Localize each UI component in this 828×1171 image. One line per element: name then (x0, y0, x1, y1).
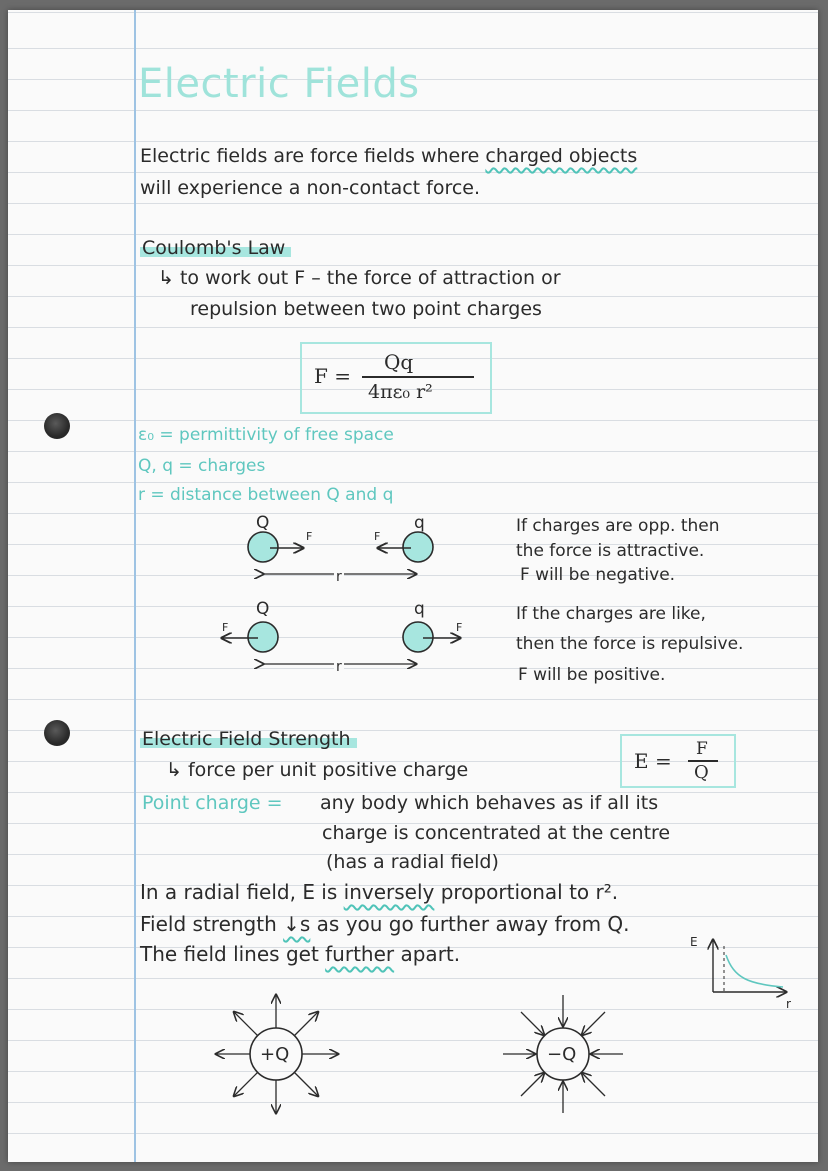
notebook-page (8, 10, 818, 1162)
label-r-repel: r (334, 655, 344, 679)
note-attract-2: the force is attractive. (516, 541, 705, 561)
graph-label-r: r (786, 997, 791, 1011)
note-repel-2: then the force is repulsive. (516, 634, 744, 654)
definition-permittivity: ε₀ = permittivity of free space (138, 425, 394, 445)
radial-line-3-suffix: apart. (400, 942, 461, 966)
point-charge-def-3: (has a radial field) (326, 851, 499, 873)
negative-charge-label: −Q (547, 1044, 577, 1065)
note-repel-3: F will be positive. (518, 665, 666, 685)
note-attract-1: If charges are opp. then (516, 516, 720, 536)
coulomb-formula-denominator: 4πε₀ r² (368, 381, 433, 403)
radial-line-2-prefix: Field strength (140, 912, 277, 936)
coulomb-desc-1: ↳ to work out F – the force of attraction or (158, 267, 561, 289)
radial-line-3-emphasis: further (325, 942, 395, 966)
graph-label-E: E (690, 935, 698, 949)
definition-charges: Q, q = charges (138, 456, 266, 476)
page-title: Electric Fields (138, 61, 420, 107)
coulomb-desc-2: repulsion between two point charges (190, 298, 542, 320)
label-F-attract-2: F (374, 530, 381, 543)
label-F-repel-1: F (222, 621, 229, 634)
radial-line-2-emphasis: ↓s (283, 912, 311, 936)
intro-line-1-text: Electric fields are force fields where (140, 145, 480, 167)
radial-line-2-suffix: as you go further away from Q. (316, 912, 630, 936)
label-q-repel: q (414, 599, 425, 619)
intro-emphasis: charged objects (485, 145, 638, 167)
radial-line-1-emphasis: inversely (343, 880, 435, 904)
radial-line-3-prefix: The field lines get (140, 942, 319, 966)
coulomb-heading-text: Coulomb's Law (140, 237, 291, 259)
label-Q-attract: Q (256, 513, 270, 533)
positive-charge-label: +Q (260, 1044, 290, 1065)
label-r-attract: r (334, 565, 344, 589)
point-charge-def-1: any body which behaves as if all its (320, 792, 659, 814)
radial-line-1-prefix: In a radial field, E is (140, 880, 338, 904)
label-Q-repel: Q (256, 599, 270, 619)
radial-line-1-suffix: proportional to r². (440, 880, 619, 904)
field-strength-desc: ↳ force per unit positive charge (166, 759, 469, 781)
definition-distance: r = distance between Q and q (138, 485, 394, 505)
label-F-attract-1: F (306, 530, 313, 543)
coulomb-formula-lhs: F = (314, 364, 351, 388)
field-strength-heading-text: Electric Field Strength (140, 728, 357, 750)
intro-line-2: will experience a non-contact force. (140, 177, 481, 199)
graph-curve (726, 955, 783, 987)
label-F-repel-2: F (456, 621, 463, 634)
field-formula-lhs: E = (634, 749, 672, 773)
label-q-attract: q (414, 513, 425, 533)
field-formula-denominator: Q (694, 762, 709, 783)
point-charge-def-2: charge is concentrated at the centre (322, 822, 671, 844)
field-formula-numerator: F (696, 739, 708, 759)
coulomb-formula-numerator: Qq (384, 350, 414, 374)
point-charge-label: Point charge = (142, 792, 283, 814)
note-attract-3: F will be negative. (520, 565, 676, 585)
field-diagrams (8, 10, 818, 1162)
note-repel-1: If the charges are like, (516, 604, 706, 624)
